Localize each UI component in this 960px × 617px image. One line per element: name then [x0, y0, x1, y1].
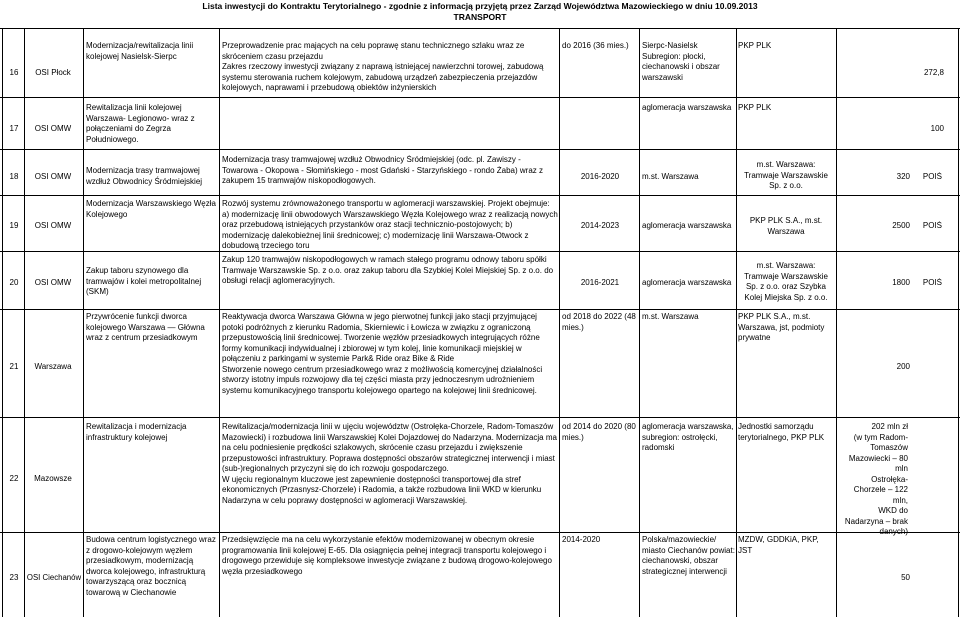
- row-cost: 200: [896, 362, 910, 371]
- row-number: 20: [9, 278, 19, 287]
- row-area: OSI Ciechanów: [26, 573, 82, 582]
- row-period: 2016-2021: [580, 278, 620, 287]
- table-border-left: [2, 28, 3, 617]
- row-title: Modernizacja trasy tramwajowej wzdłuż Obwodnicy Śródmiejskiej: [86, 166, 203, 186]
- row-cost: 202 mln zł (w tym Radom-Tomaszów Mazowiecki – 80 mln Ostrołęka-Chorzele – 122 mln, WKD do Nadarzyna – brak danych): [844, 422, 908, 536]
- document-section: TRANSPORT: [453, 11, 507, 22]
- row-area: OSI OMW: [34, 172, 72, 181]
- row-beneficiary: PKP PLK S.A., m.st. Warszawa, jst, podmioty prywatne: [738, 312, 825, 342]
- row-cost: 50: [901, 573, 910, 582]
- row-location: m.st. Warszawa: [642, 172, 699, 181]
- row-cost: 320: [896, 172, 910, 181]
- row-beneficiary: PKP PLK S.A., m.st. Warszawa: [749, 216, 823, 236]
- row-description: Modernizacja trasy tramwajowej wzdłuż Obwodnicy Śródmiejskiej (odc. pl. Zawiszy - Towarowa - Okopowa - Słomińskiego - most Gdański - Starzyńskiego - rondo Żaba) wraz z zakupem 15 tramwajów niskopodłogowych.: [222, 155, 544, 185]
- row-description: Przedsięwzięcie ma na celu wykorzystanie efektów modernizowanej w obecnym okresie programowania linii kolejowej E-65. Dla osiągnięcia pełnej integracji transportu kolejowego i drogowego przewiduje się kompleksowe inwestycje związane z budową drogowo-kolejowego węzła przesiadkowego: [222, 535, 552, 576]
- row-divider: [0, 532, 960, 533]
- row-number: 17: [9, 124, 19, 133]
- column-divider: [219, 28, 220, 617]
- column-divider: [836, 28, 837, 617]
- row-title: Modernizacja/rewitalizacja linii kolejowej Nasielsk-Sierpc: [86, 41, 194, 61]
- row-number: 23: [9, 573, 19, 582]
- row-title: Modernizacja Warszawskiego Węzła Kolejowego: [86, 199, 216, 219]
- row-divider: [0, 28, 960, 29]
- row-beneficiary: m.st. Warszawa: Tramwaje Warszawskie Sp. z o.o. oraz Szybka Kolej Miejska Sp. z o.o.: [744, 261, 828, 302]
- row-title: Rewitalizacja i modernizacja infrastruktury kolejowej: [86, 422, 187, 442]
- row-beneficiary: m.st. Warszawa: Tramwaje Warszawskie Sp. z o.o.: [744, 160, 828, 190]
- row-location: aglomeracja warszawska, subregion: ostrołęcki, radomski: [642, 422, 734, 452]
- row-cost: 1800: [892, 278, 910, 287]
- row-beneficiary: PKP PLK: [738, 103, 772, 112]
- row-area: OSI OMW: [34, 278, 72, 287]
- row-cost: 2500: [892, 221, 910, 230]
- row-number: 16: [9, 68, 19, 77]
- row-period: 2016-2020: [580, 172, 620, 181]
- row-funding-source: POIŚ: [922, 172, 942, 181]
- row-cost: 100: [930, 124, 944, 133]
- row-description: Przeprowadzenie prac mających na celu poprawę stanu technicznego szlaku wraz ze skróceniem czasu przejazdu Zakres rzeczowy inwestycji związany z naprawą istniejącej nawierzchni torowej, zabudową systemu sterowania ruchem kolejowym, zabudową urządzeń zabezpieczenia przejazdów kolejowych, naprawami i przebudową obiektów inżynierskich: [222, 41, 544, 92]
- row-description: Rozwój systemu zrównoważonego transportu w aglomeracji warszawskiej. Projekt obejmuje: a) modernizację linii obwodowych Warszawskiego Węzła Kolejowego wraz z realizacją nowych oraz przebudową istniejących przystanków oraz stacji technicznio-postojowych; b) modernizację dalekobieżnej linii średnicowej; c) modernizację linii Warszawa-Otwock z dobudową trzeciego toru: [222, 199, 558, 250]
- row-divider: [0, 97, 960, 98]
- row-location: aglomeracja warszawska: [642, 103, 732, 112]
- row-description: Reaktywacja dworca Warszawa Główna w jego pierwotnej funkcji jako stacji przyjmującej potoki podróżnych z kierunku Radomia, Skierniewic i Łowicza w związku z ograniczoną przepustowością linii średnicowej. Tworzenie węzłów przesiadkowych integrujących różne formy komunikacji indywidualnej i zbiorowej w tym kolej, linie komunikacji miejskiej w połączeniu z parkingami w systemie Park& Ride oraz Bike & Ride Stworzenie nowego centrum przesiadkowego wraz z możliwością komercyjnej działalności stworzy istotny impuls rozwojowy dla tej części miasta przy jednoczesnym udrożnieniem systemu komunikacyjnego transportu kolejowego opartego na kolejowej linii średnicowej.: [222, 312, 543, 395]
- row-cost: 272,8: [923, 68, 944, 77]
- row-title: Przywrócenie funkcji dworca kolejowego Warszawa — Główna wraz z centrum przesiadkowym: [86, 312, 205, 342]
- document-title: Lista inwestycji do Kontraktu Terytorialnego - zgodnie z informacją przyjętą przez Zarząd Województwa Mazowieckiego w dniu 10.09.2013: [202, 1, 758, 11]
- row-title: Zakup taboru szynowego dla tramwajów i kolei metropolitalnej (SKM): [86, 266, 202, 296]
- row-funding-source: POIŚ: [922, 221, 942, 230]
- row-period: 2014-2020: [562, 535, 601, 544]
- row-number: 19: [9, 221, 19, 230]
- row-funding-source: POIŚ: [922, 278, 942, 287]
- row-area: Warszawa: [34, 362, 72, 371]
- column-divider: [24, 28, 25, 617]
- row-divider: [0, 149, 960, 150]
- row-location: Sierpc-Nasielsk Subregion: płocki, ciechanowski i obszar warszawski: [642, 41, 720, 82]
- column-divider: [639, 28, 640, 617]
- row-beneficiary: PKP PLK: [738, 41, 772, 50]
- column-divider: [83, 28, 84, 617]
- column-divider: [559, 28, 560, 617]
- row-location: m.st. Warszawa: [642, 312, 699, 321]
- row-number: 18: [9, 172, 19, 181]
- row-area: OSI Płock: [35, 68, 71, 77]
- row-number: 22: [9, 474, 19, 483]
- row-area: OSI OMW: [34, 124, 72, 133]
- page-header: [0, 0, 960, 22]
- row-beneficiary: MZDW, GDDKiA, PKP, JST: [738, 535, 819, 555]
- row-title: Rewitalizacja linii kolejowej Warszawa- Legionowo- wraz z połączeniami do Zegrza Południowego.: [86, 103, 195, 144]
- row-description: Rewitalizacja/modernizacja linii w ujęciu województw (Ostrołęka-Chorzele, Radom-Tomaszów Mazowiecki) i rozbudowa linii Warszawskiej Kolei Dojazdowej do Nadarzyna. Modernizacja ma na celu podniesienie prędkości szlakowych, skrócenie czasu przejazdu i zwiększenie przepustowości infrastruktury. Poprawa dostępności obszarów strategicznej interwencji i miast (sub-)regionalnych przyczyni się do ich rozwoju gospodarczego. W ujęciu regionalnym kluczowe jest zapewnienie dostępności transportowej dla stref ekonomicznych (Przasnysz-Chorzele) i Radomia, a także rozbudowa linii WKD w kierunku Nadarzyna w celu poprawy dostępności w aglomeracji Warszawskiej.: [222, 422, 557, 505]
- row-location: Polska/mazowieckie/ miasto Ciechanów powiat: ciechanowski, obszar strategicznej interwencji: [642, 535, 735, 576]
- row-period: od 2014 do 2020 (80 mies.): [562, 422, 636, 442]
- row-location: aglomeracja warszawska: [642, 221, 732, 230]
- row-area: Mazowsze: [34, 474, 72, 483]
- row-divider: [0, 309, 960, 310]
- row-divider: [0, 417, 960, 418]
- row-location: aglomeracja warszawska: [642, 278, 732, 287]
- row-description: Zakup 120 tramwajów niskopodłogowych w ramach stałego programu odnowy taboru spółki Tramwaje Warszawskie Sp. z o.o. oraz zakup taboru dla Szybkiej Kolei Miejskiej Sp. z o.o. do obsługi relacji aglomeracyjnych.: [222, 255, 554, 285]
- row-area: OSI OMW: [34, 221, 72, 230]
- row-title: Budowa centrum logistycznego wraz z drogowo-kolejowym węzłem przesiadkowym, modernizacją dworca kolejowego, infrastrukturą towarzyszącą oraz bocznicą towarową w Ciechanowie: [86, 535, 216, 597]
- row-period: 2014-2023: [580, 221, 620, 230]
- row-period: do 2016 (36 mies.): [562, 41, 629, 50]
- row-period: od 2018 do 2022 (48 mies.): [562, 312, 636, 332]
- column-divider: [736, 28, 737, 617]
- row-number: 21: [9, 362, 19, 371]
- row-divider: [0, 195, 960, 196]
- table-border-right: [958, 28, 959, 617]
- row-beneficiary: Jednostki samorządu terytorialnego, PKP PLK: [738, 422, 825, 442]
